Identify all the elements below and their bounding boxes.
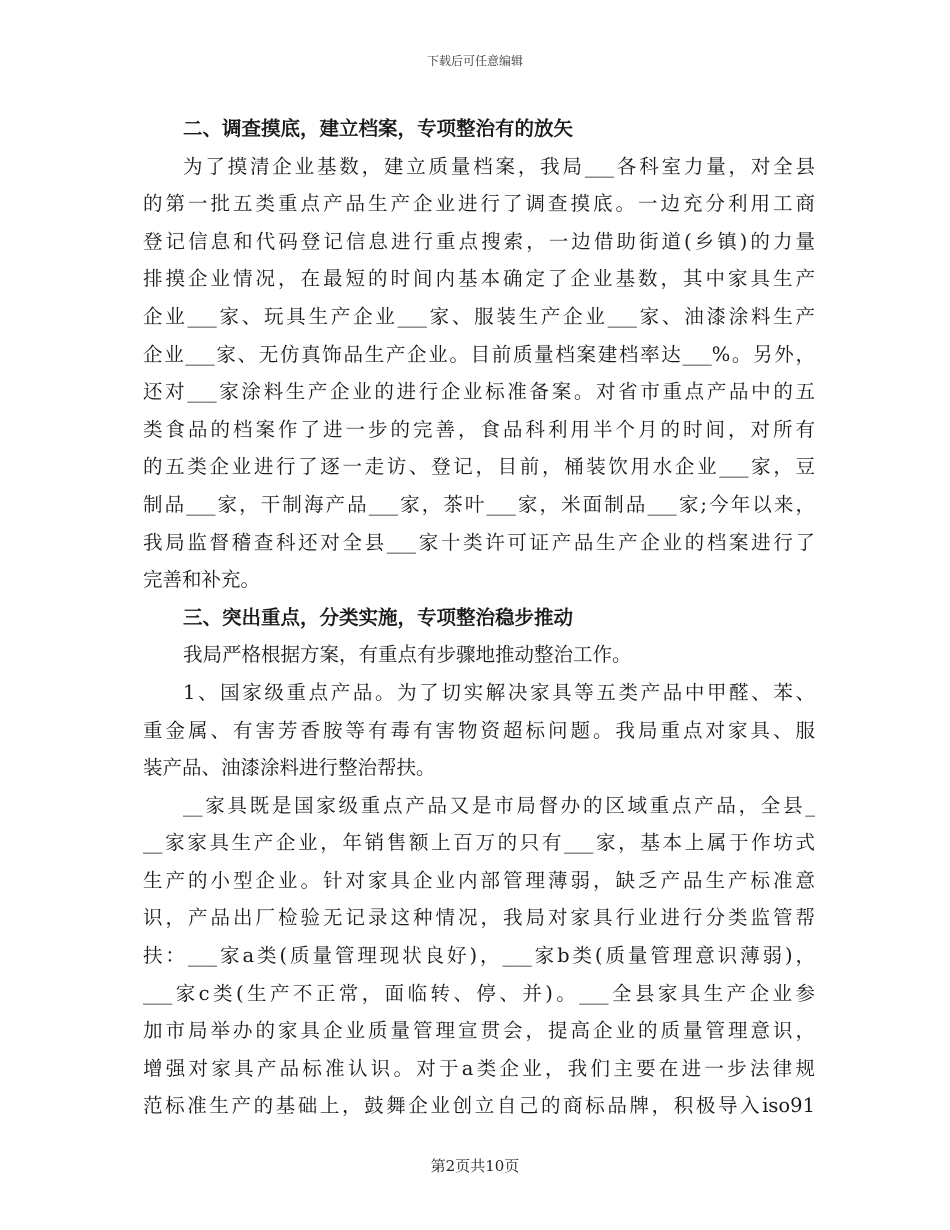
section-heading-3: 三、突出重点，分类实施，专项整治稳步推动 [183,605,574,629]
paragraph-line: ___家c类(生产不正常，面临转、停、并)。___全县家具生产企业参 [143,981,815,1005]
paragraph-line: 登记信息和代码登记信息进行重点搜索，一边借助街道(乡镇)的力量 [143,229,815,253]
paragraph-line: 加市局举办的家具企业质量管理宣贯会，提高企业的质量管理意识， [143,1019,815,1043]
paragraph-line: 为了摸清企业基数，建立质量档案，我局___各科室力量，对全县 [183,154,815,178]
section-heading-2: 二、调查摸底，建立档案，专项整治有的放矢 [183,117,574,140]
page-header-note: 下载后可任意编辑 [426,54,523,68]
paragraph-line: 还对___家涂料生产企业的进行企业标准备案。对省市重点产品中的五 [143,380,815,404]
paragraph-line: 类食品的档案作了进一步的完善，食品科利用半个月的时间，对所有 [143,417,815,441]
paragraph-line: 增强对家具产品标准认识。对于a类企业，我们主要在进一步法律规 [143,1056,815,1080]
page-number-footer: 第2页共10页 [430,1157,520,1175]
paragraph-line: 排摸企业情况，在最短的时间内基本确定了企业基数，其中家具生产 [143,267,815,291]
paragraph-line: 我局严格根据方案，有重点有步骤地推动整治工作。 [183,643,632,667]
paragraph-line: 识，产品出厂检验无记录这种情况，我局对家具行业进行分类监管帮 [143,906,815,930]
paragraph-line: 企业___家、无仿真饰品生产企业。目前质量档案建档率达___%。另外， [143,342,815,366]
paragraph-line: 完善和补充。 [143,568,261,592]
paragraph-line: 重金属、有害芳香胺等有毒有害物资超标问题。我局重点对家具、服 [143,718,815,742]
document-body [143,110,815,1125]
paragraph-line: 企业___家、玩具生产企业___家、服装生产企业___家、油漆涂料生产 [143,304,815,328]
paragraph-line: 装产品、油漆涂料进行整治帮扶。 [143,756,436,780]
paragraph-line: 扶：___家a类(质量管理现状良好)，___家b类(质量管理意识薄弱)， [143,944,815,968]
paragraph-line: 我局监督稽查科还对全县___家十类许可证产品生产企业的档案进行了 [143,530,815,554]
paragraph-line: 制品___家，干制海产品___家，茶叶___家，米面制品___家;今年以来， [143,492,815,516]
paragraph-line: 的五类企业进行了逐一走访、登记，目前，桶装饮用水企业___家，豆 [143,455,815,479]
paragraph-line: 的第一批五类重点产品生产企业进行了调查摸底。一边充分利用工商 [143,192,815,216]
paragraph-line: 范标准生产的基础上，鼓舞企业创立自己的商标品牌，积极导入iso91 [143,1094,815,1118]
paragraph-line: __家家具生产企业，年销售额上百万的只有___家，基本上属于作坊式 [143,831,815,855]
paragraph-line: 1、国家级重点产品。为了切实解决家具等五类产品中甲醛、苯、 [183,680,815,704]
paragraph-line: __家具既是国家级重点产品又是市局督办的区域重点产品，全县_ [183,793,815,817]
paragraph-line: 生产的小型企业。针对家具企业内部管理薄弱，缺乏产品生产标准意 [143,868,815,892]
